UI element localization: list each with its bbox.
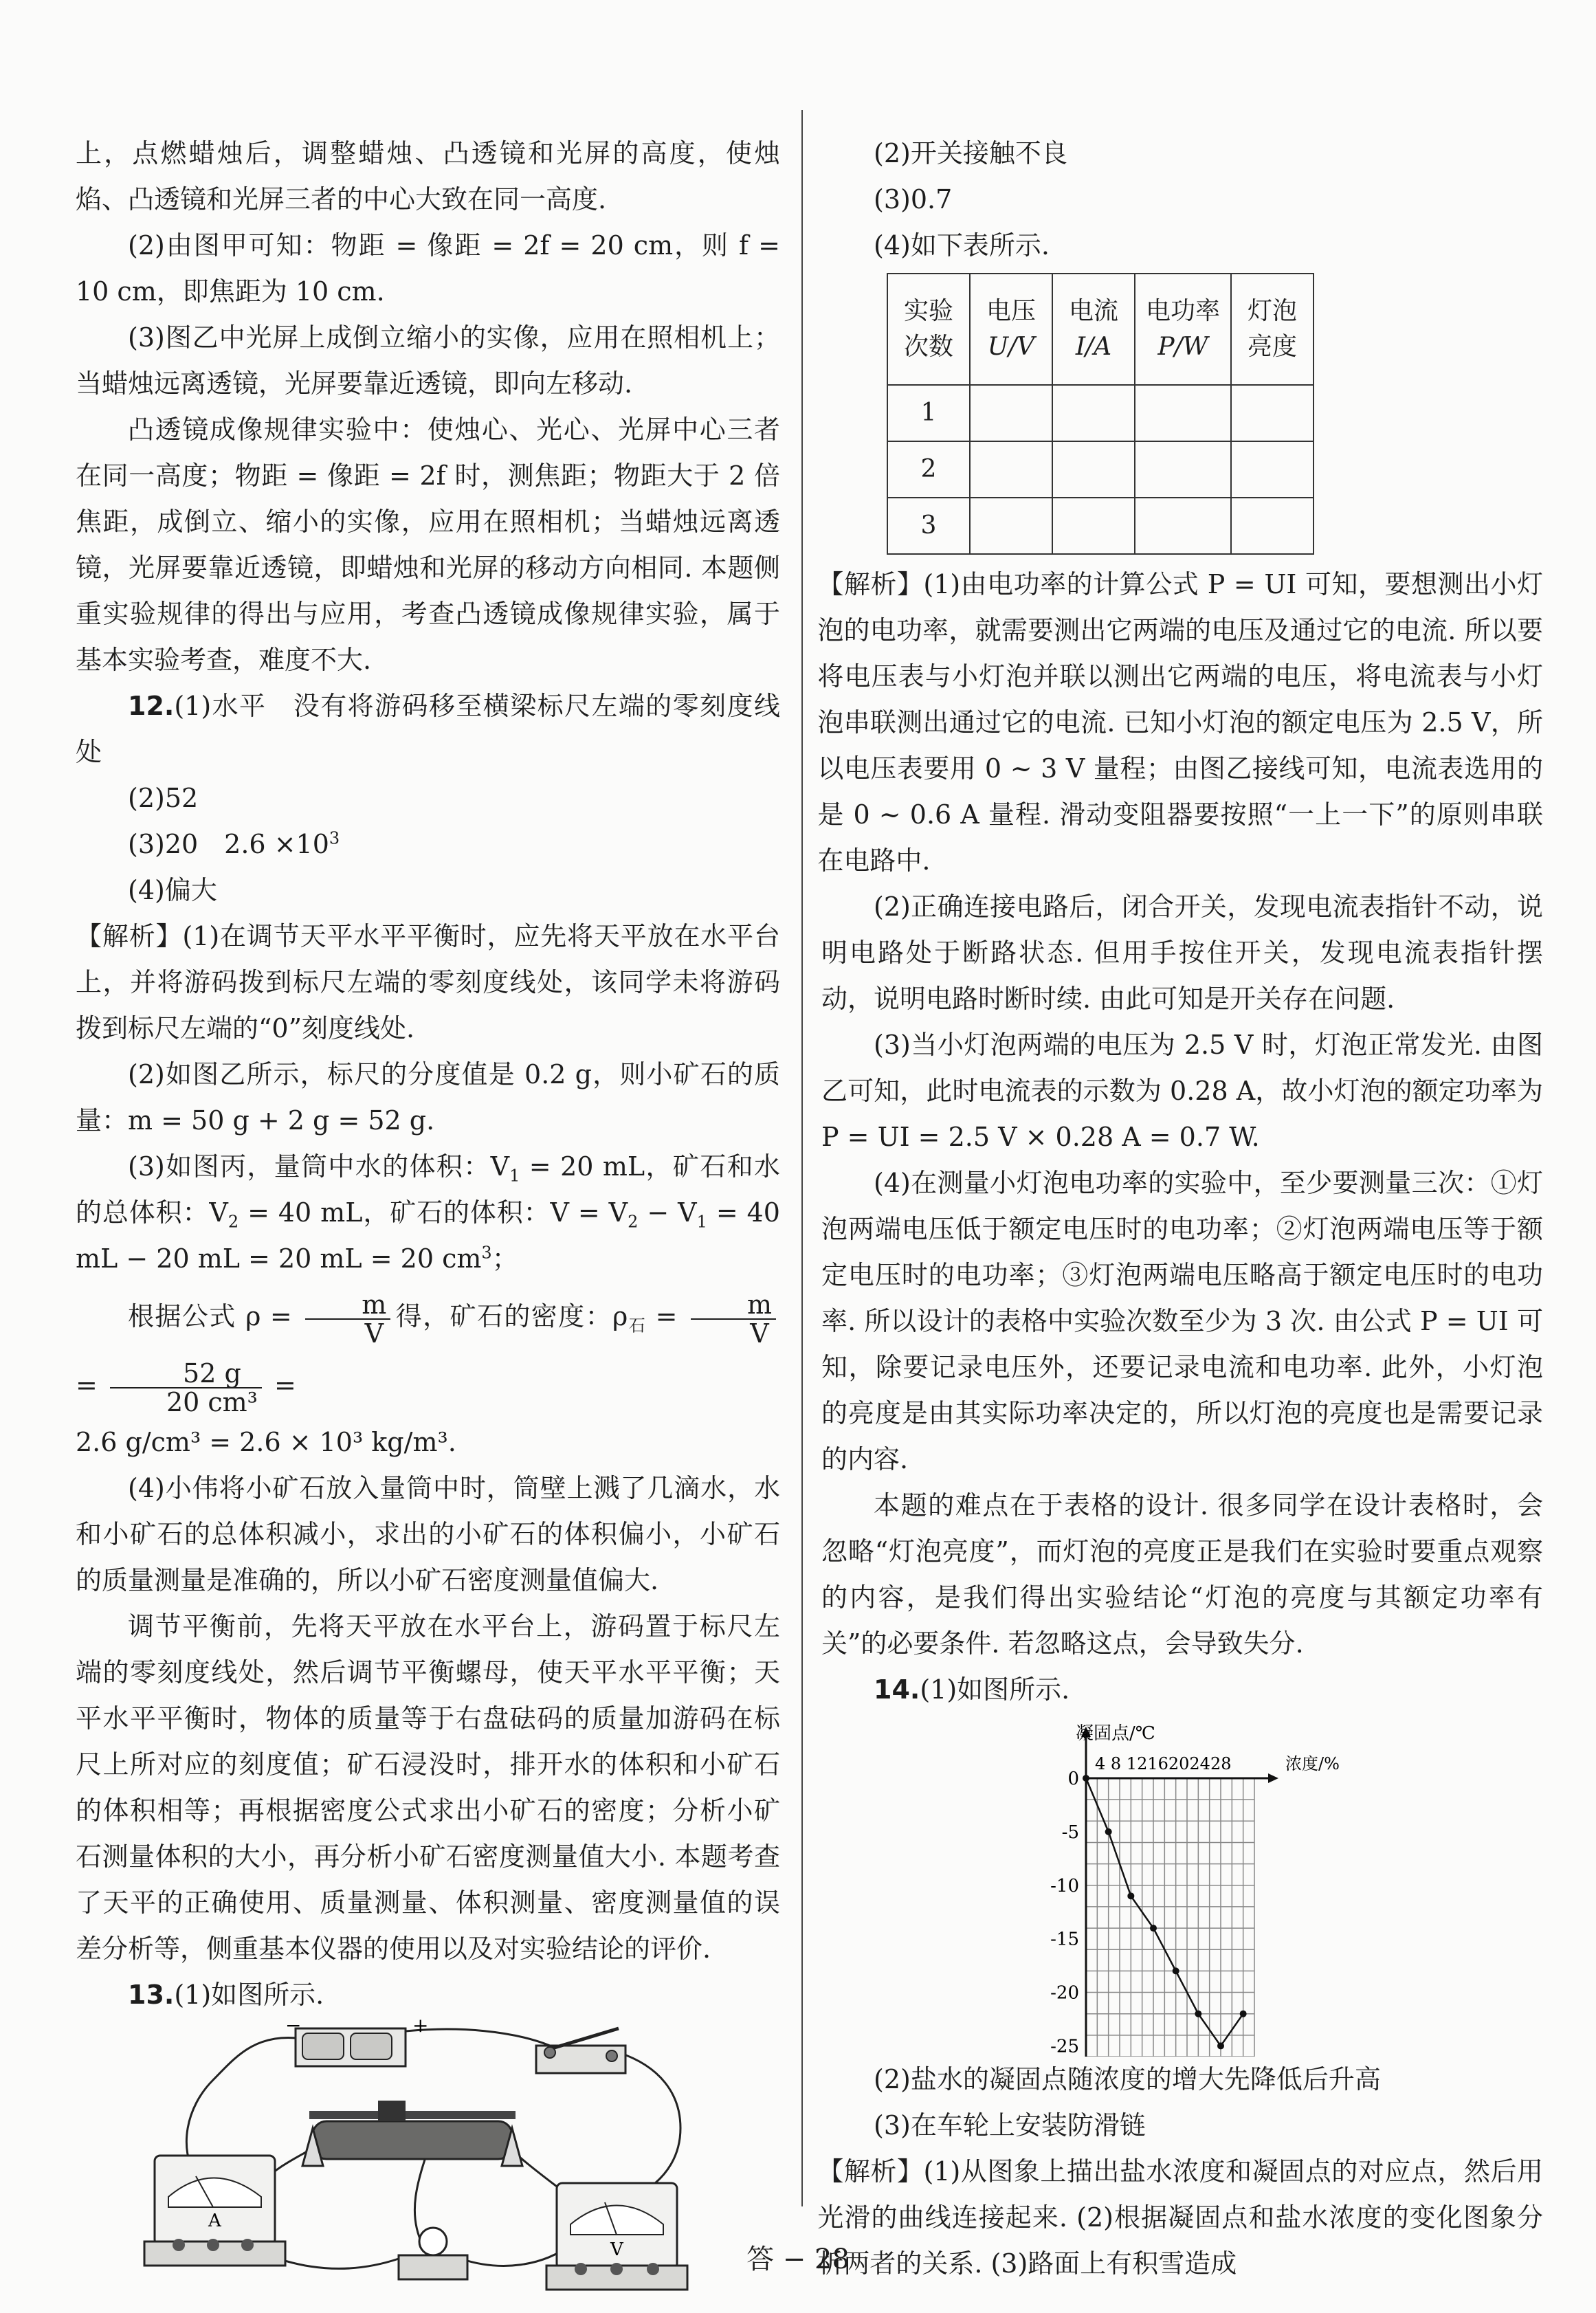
analysis-12-1: 【解析】(1)在调节天平水平平衡时，应先将天平放在水平台上，并将游码拨到标尺左端的零刻度线处，该同学未将游码拨到标尺左端的“0”刻度线处. bbox=[76, 921, 780, 1043]
header-line: 亮度 bbox=[1247, 333, 1297, 361]
y-tick-label: -20 bbox=[1050, 1982, 1079, 2004]
x-axis-arrow bbox=[1268, 1773, 1278, 1783]
header-line: I/A bbox=[1075, 333, 1112, 361]
battery-pack bbox=[285, 2018, 428, 2066]
question-number: 14. bbox=[874, 1674, 920, 1705]
y-tick-label: -5 bbox=[1061, 1822, 1079, 1843]
table-cell bbox=[1231, 441, 1314, 498]
analysis-13-3: (3)当小灯泡两端的电压为 2.5 V 时，灯泡正常发光. 由图乙可知，此时电流表的示数为 0.28 A，故小灯泡的额定功率为 P = UI = 2.5 V × 0.28 A = 0.7 W. bbox=[821, 1030, 1543, 1152]
x-tick-labels: 4 8 1216202428 bbox=[1095, 1754, 1232, 1773]
text: ； bbox=[491, 1243, 518, 1274]
numerator: m bbox=[691, 1291, 776, 1320]
table-cell bbox=[1135, 498, 1231, 554]
analysis-12-2: (2)如图乙所示，标尺的分度值是 0.2 g，则小矿石的质量：m = 50 g + 2 g = 52 g. bbox=[76, 1059, 780, 1136]
table-row bbox=[887, 385, 1314, 441]
answer-12-4: (4)偏大 bbox=[128, 875, 217, 905]
column-divider bbox=[801, 110, 803, 2206]
rheostat-bar bbox=[309, 2111, 516, 2119]
table-cell bbox=[1052, 441, 1135, 498]
table-header-cell bbox=[887, 274, 970, 385]
denominator: V bbox=[750, 1318, 769, 1349]
paragraph: 上，点燃蜡烛后，调整蜡烛、凸透镜和光屏的高度，使烛焰、凸透镜和光屏三者的中心大致在同一高度. bbox=[76, 138, 780, 214]
table-cell bbox=[1052, 498, 1135, 554]
analysis-13-4: (4)在测量小灯泡电功率的实验中，至少要测量三次：①灯泡两端电压低于额定电压时的电功率；②灯泡两端电压等于额定电压时的电功率；③灯泡两端电压略高于额定电压时的电功率. 所以设计的表格中实验次数至少为 3 次. 由公式 P = UI 可知，除要记录电压外，还要记录电流和电功率. 此外，小灯泡的亮度是由其实际功率决定的，所以灯泡的亮度也是需要记录的内容. bbox=[821, 1168, 1543, 1474]
experiment-table bbox=[887, 273, 1314, 555]
text: 得，矿石的密度：ρ bbox=[395, 1301, 628, 1331]
subscript: 石 bbox=[628, 1316, 647, 1336]
table-cell bbox=[1135, 441, 1231, 498]
subscript: 1 bbox=[696, 1212, 707, 1232]
chart-axes bbox=[1081, 1727, 1278, 2057]
question-number: 12. bbox=[128, 691, 175, 721]
subscript: 2 bbox=[628, 1212, 639, 1232]
answer-text: (1)水平 没有将游码移至横梁标尺左端的零刻度线处 bbox=[76, 691, 780, 767]
summary-12: 调节平衡前，先将天平放在水平台上，游码置于标尺左端的零刻度线处，然后调节平衡螺母，使天平水平平衡；天平水平平衡时，物体的质量等于右盘砝码的质量加游码在标尺上所对应的刻度值；矿石浸没时，排开水的体积和小矿石的体积相等；再根据密度公式求出小矿石的密度；分析小矿石测量体积的大小，再分析小矿石密度测量值大小. 本题考查了天平的正确使用、质量测量、体积测量、密度测量值的误差分析等，侧重基本仪器的使用以及对实验结论的评价. bbox=[76, 1611, 780, 1964]
data-point bbox=[1105, 1828, 1112, 1835]
table-header-row bbox=[887, 274, 1314, 385]
x-axis-label: 浓度/% bbox=[1285, 1754, 1340, 1773]
y-tick-label: -15 bbox=[1050, 1929, 1079, 1950]
data-point bbox=[1217, 2042, 1224, 2049]
page-number: 答 − 28 bbox=[746, 2244, 850, 2275]
minus-terminal: − bbox=[285, 2018, 302, 2037]
text: = 20 mL，矿石和水的总体积：V bbox=[76, 1151, 780, 1228]
answer-14-3: (3)在车轮上安装防滑链 bbox=[874, 2110, 1146, 2140]
analysis-12-3 bbox=[76, 1144, 780, 1282]
data-point bbox=[1083, 1775, 1089, 1782]
switch-terminal bbox=[606, 2050, 617, 2061]
summary-13: 本题的难点在于表格的设计. 很多同学在设计表格时，会忽略“灯泡亮度”，而灯泡的亮度正是我们在实验时要重点观察的内容，是我们得出实验结论“灯泡的亮度与其额定功率有关”的必要条件. 若忽略这点，会导致失分. bbox=[821, 1490, 1543, 1659]
answer-13-3: (3)0.7 bbox=[874, 184, 953, 214]
y-tick-label: 0 bbox=[1067, 1769, 1079, 1789]
data-point bbox=[1173, 1967, 1179, 1974]
y-axis-label: 凝固点/℃ bbox=[1076, 1723, 1155, 1744]
exponent: 3 bbox=[481, 1243, 492, 1263]
denominator: 20 cm³ bbox=[166, 1386, 258, 1417]
table-cell bbox=[970, 498, 1052, 554]
answer-12-1 bbox=[76, 683, 780, 775]
fraction bbox=[691, 1291, 776, 1347]
fraction bbox=[305, 1291, 390, 1347]
battery-cell bbox=[351, 2033, 392, 2059]
answer-14-1 bbox=[821, 1667, 1543, 1713]
numerator: m bbox=[305, 1291, 390, 1320]
table-cell bbox=[970, 385, 1052, 441]
analysis-12-4: (4)小伟将小矿石放入量筒中时，筒壁上溅了几滴水，水和小矿石的总体积减小，求出的小矿石的体积偏小，小矿石的质量测量是准确的，所以小矿石密度测量值偏大. bbox=[76, 1473, 780, 1595]
header-line: 电压 bbox=[986, 297, 1036, 325]
data-point bbox=[1127, 1892, 1134, 1899]
paragraph: (3)图乙中光屏上成倒立缩小的实像，应用在照相机上；当蜡烛远离透镜，光屏要靠近透镜，即向左移动. bbox=[76, 322, 780, 399]
table-cell: 2 bbox=[887, 441, 970, 498]
subscript: 2 bbox=[228, 1212, 239, 1232]
answer-text: (1)如图所示. bbox=[174, 1980, 324, 2010]
header-line: U/V bbox=[987, 333, 1035, 361]
table-header-cell bbox=[1231, 274, 1314, 385]
y-tick-label: -25 bbox=[1050, 2036, 1079, 2057]
density-formula bbox=[76, 1282, 780, 1419]
voltmeter-label: V bbox=[610, 2239, 623, 2260]
text: 根据公式 ρ = bbox=[128, 1301, 292, 1331]
header-line: 实验 bbox=[903, 297, 953, 325]
text: = bbox=[76, 1370, 98, 1400]
left-column bbox=[76, 131, 780, 2293]
table-cell: 3 bbox=[887, 498, 970, 554]
rheostat-coil bbox=[313, 2121, 512, 2159]
table-cell bbox=[1231, 385, 1314, 441]
paragraph: (2)由图甲可知：物距 = 像距 = 2f = 20 cm，则 f = 10 cm，即焦距为 10 cm. bbox=[76, 230, 780, 307]
text: (3)如图丙，量筒中水的体积：V bbox=[128, 1151, 510, 1182]
analysis-13-1: 【解析】(1)由电功率的计算公式 P = UI 可知，要想测出小灯泡的电功率，就需要测出它两端的电压及通过它的电流. 所以要将电压表与小灯泡并联以测出它两端的电压，将电流表与小灯泡串联测出通过它的电流. 已知小灯泡的额定电压为 2.5 V，所以电压表要用 0 ~ 3 V 量程；由图乙接线可知，电流表选用的是 0 ~ 0.6 A 量程. 滑动变阻器要按照“一上一下”的原则串联在电路中. bbox=[817, 569, 1543, 876]
chart-ticks bbox=[1050, 1769, 1079, 2057]
table-header-cell bbox=[1052, 274, 1135, 385]
chart-grid bbox=[1086, 1778, 1254, 2057]
header-line: 灯泡 bbox=[1247, 297, 1297, 325]
data-point bbox=[1240, 2011, 1247, 2017]
numerator: 52 g bbox=[110, 1360, 262, 1388]
paragraph: 2.6 g/cm³ = 2.6 × 10³ kg/m³. bbox=[76, 1427, 456, 1457]
fraction bbox=[110, 1360, 262, 1416]
answer-12-2: (2)52 bbox=[128, 783, 199, 813]
table-header-cell bbox=[1135, 274, 1231, 385]
rheostat-slider bbox=[378, 2101, 406, 2121]
table-cell bbox=[1231, 498, 1314, 554]
text: = bbox=[646, 1301, 678, 1331]
table-row bbox=[887, 498, 1314, 554]
header-line: 次数 bbox=[903, 333, 953, 361]
answer-13-2: (2)开关接触不良 bbox=[874, 138, 1067, 168]
text: = bbox=[265, 1370, 296, 1400]
plus-terminal: + bbox=[412, 2018, 429, 2037]
right-column bbox=[817, 131, 1543, 2287]
header-line: P/W bbox=[1157, 333, 1208, 361]
data-point bbox=[1195, 2011, 1201, 2017]
answer-text: (3)20 2.6 ×10 bbox=[128, 829, 329, 859]
paragraph: 凸透镜成像规律实验中：使烛心、光心、光屏中心三者在同一高度；物距 = 像距 = 2f 时，测焦距；物距大于 2 倍焦距，成倒立、缩小的实像，应用在照相机；当蜡烛远离透镜，光屏要靠近透镜，即蜡烛和光屏的移动方向相同. 本题侧重实验规律的得出与应用，考查凸透镜成像规律实验，属于基本实验考查，难度不大. bbox=[76, 414, 780, 675]
question-number: 13. bbox=[128, 1980, 175, 2010]
table-cell: 1 bbox=[887, 385, 970, 441]
answer-text: (1)如图所示. bbox=[920, 1674, 1070, 1705]
table-cell bbox=[1135, 385, 1231, 441]
subscript: 1 bbox=[509, 1166, 520, 1186]
header-line: 电流 bbox=[1068, 297, 1118, 325]
rheostat bbox=[302, 2101, 522, 2166]
text: − V bbox=[638, 1197, 697, 1228]
switch-terminal bbox=[544, 2047, 555, 2058]
battery-cell bbox=[302, 2033, 344, 2059]
freezing-point-chart bbox=[821, 1713, 1543, 2057]
table-row bbox=[887, 441, 1314, 498]
analysis-13-2: (2)正确连接电路后，闭合开关，发现电流表指针不动，说明电路处于断路状态. 但用手按住开关，发现电流表指针摆动，说明电路时断时续. 由此可知是开关存在问题. bbox=[821, 892, 1543, 1014]
answer-13-1 bbox=[76, 1972, 780, 2018]
text: = 40 mL，矿石的体积：V = V bbox=[239, 1197, 628, 1228]
answer-14-2: (2)盐水的凝固点随浓度的增大先降低后升高 bbox=[874, 2064, 1381, 2094]
answer-12-3 bbox=[76, 821, 780, 867]
analysis-14: 【解析】(1)从图象上描出盐水浓度和凝固点的对应点，然后用光滑的曲线连接起来. (2)根据凝固点和盐水浓度的变化图象分析两者的关系. (3)路面上有积雪造成 bbox=[817, 2156, 1543, 2279]
answer-13-4: (4)如下表所示. bbox=[874, 230, 1050, 261]
denominator: V bbox=[364, 1318, 384, 1349]
chart-svg bbox=[821, 1713, 1543, 2057]
data-point bbox=[1150, 1925, 1157, 1932]
table-cell bbox=[1052, 385, 1135, 441]
text: = 40 mL − 20 mL = 20 mL = 20 cm bbox=[76, 1197, 780, 1274]
table-header-cell bbox=[970, 274, 1052, 385]
table-cell bbox=[970, 441, 1052, 498]
exponent: 3 bbox=[329, 828, 340, 848]
header-line: 电功率 bbox=[1145, 297, 1220, 325]
y-tick-label: -10 bbox=[1050, 1875, 1079, 1896]
ammeter-label: A bbox=[208, 2211, 221, 2231]
switch bbox=[536, 2028, 625, 2073]
